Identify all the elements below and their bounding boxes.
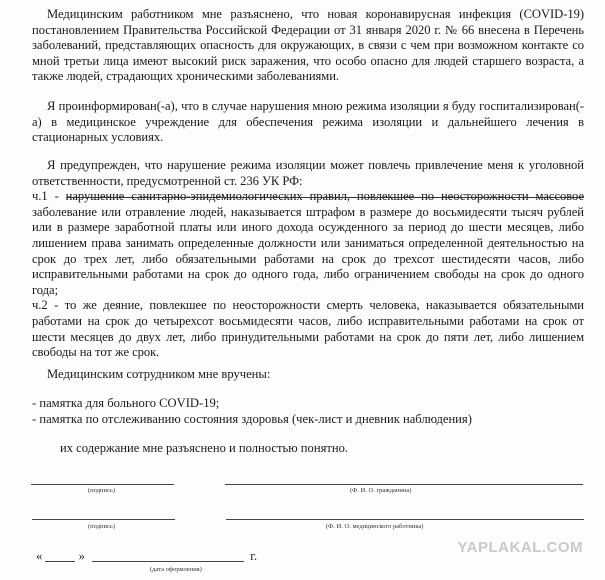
memo-item-health-tracking: - памятка по отслеживанию состояния здоровья (чек-лист и дневник наблюдения) — [32, 412, 472, 426]
memo-item-covid: - памятка для больного COVID-19; — [32, 396, 220, 410]
part-1-struck-text: нарушение санитарно-эпидемиологических правил, повлекшее по неосторожности массовое — [65, 189, 584, 204]
patient-signature-caption: (подпись) — [88, 487, 115, 494]
date-day-line[interactable] — [45, 561, 75, 562]
part-1-prefix: ч.1 - — [32, 189, 66, 204]
worker-name-line[interactable] — [226, 519, 584, 520]
watermark-logo: YAPLAKAL.COM — [457, 539, 583, 556]
patient-name-line[interactable] — [225, 484, 583, 485]
date-month-year-line[interactable] — [92, 561, 244, 562]
date-open-quote: « — [36, 549, 43, 563]
liability-part-2: ч.2 - то же деяние, повлекшее по неосторожности смерть человека, наказывается обязательными работами на срок до четырехсот восьмидесяти часов, либо исправительными работами на срок от шести месяцев до двух лет, либо принудительными работами на срок до пяти лет, либо лишением свободы на тот же срок. — [32, 298, 584, 360]
liability-intro: Я предупрежден, что нарушение режима изоляции может повлечь привлечение меня к уголовной ответственности, предусмотренной ст. 236 УК РФ: — [32, 158, 584, 188]
worker-name-caption: (Ф. И. О. медицинского работника) — [326, 523, 424, 530]
part-1-rest: заболевание или отравление людей, наказывается штрафом в размере до восьмидесяти тысяч рублей или в размере заработной платы или иного дохода осужденного за период до шести месяцев, либо лишением права занимать определенные должности или заниматься определенной деятельностью на срок до трех лет, либо обязательными работами на срок до трехсот шестидесяти часов, либо исправительными работами на срок до одного года, либо ограничением свободы на срок до одного года; — [32, 204, 584, 297]
liability-part-1 — [32, 189, 584, 298]
date-close-quote: » — [78, 549, 85, 563]
worker-signature-caption: (подпись) — [88, 523, 115, 530]
paragraph-criminal-liability — [32, 158, 584, 361]
handed-over-label: Медицинским сотрудником мне вручены: — [47, 367, 271, 381]
date-caption: (дата оформления) — [150, 566, 202, 573]
worker-signature-line[interactable] — [32, 519, 175, 520]
date-year-suffix: г. — [250, 549, 258, 563]
understood-statement: их содержание мне разъяснено и полностью понятно. — [60, 441, 349, 455]
patient-signature-line[interactable] — [31, 484, 174, 485]
date-field — [36, 549, 257, 564]
patient-name-caption: (Ф. И. О. гражданина) — [350, 487, 412, 494]
paragraph-hospitalization-notice: Я проинформирован(-а), что в случае нарушения мною режима изоляции я буду госпитализирован(-а) в медицинское учреждение для обеспечения режима изоляции и дальнейшего лечения в стационарных условиях. — [32, 99, 584, 145]
paragraph-covid-notice: Медицинским работником мне разъяснено, что новая коронавирусная инфекция (COVID-19) постановлением Правительства Российской Федерации от 31 января 2020 г. № 66 внесена в Перечень заболеваний, представляющих опасность для окружающих, в связи с чем при возможном контакте со мной третьи лица имеют высокий риск заражения, что особо опасно для людей старшего возраста, а также людей, страдающих хроническими заболеваниями. — [32, 7, 584, 84]
